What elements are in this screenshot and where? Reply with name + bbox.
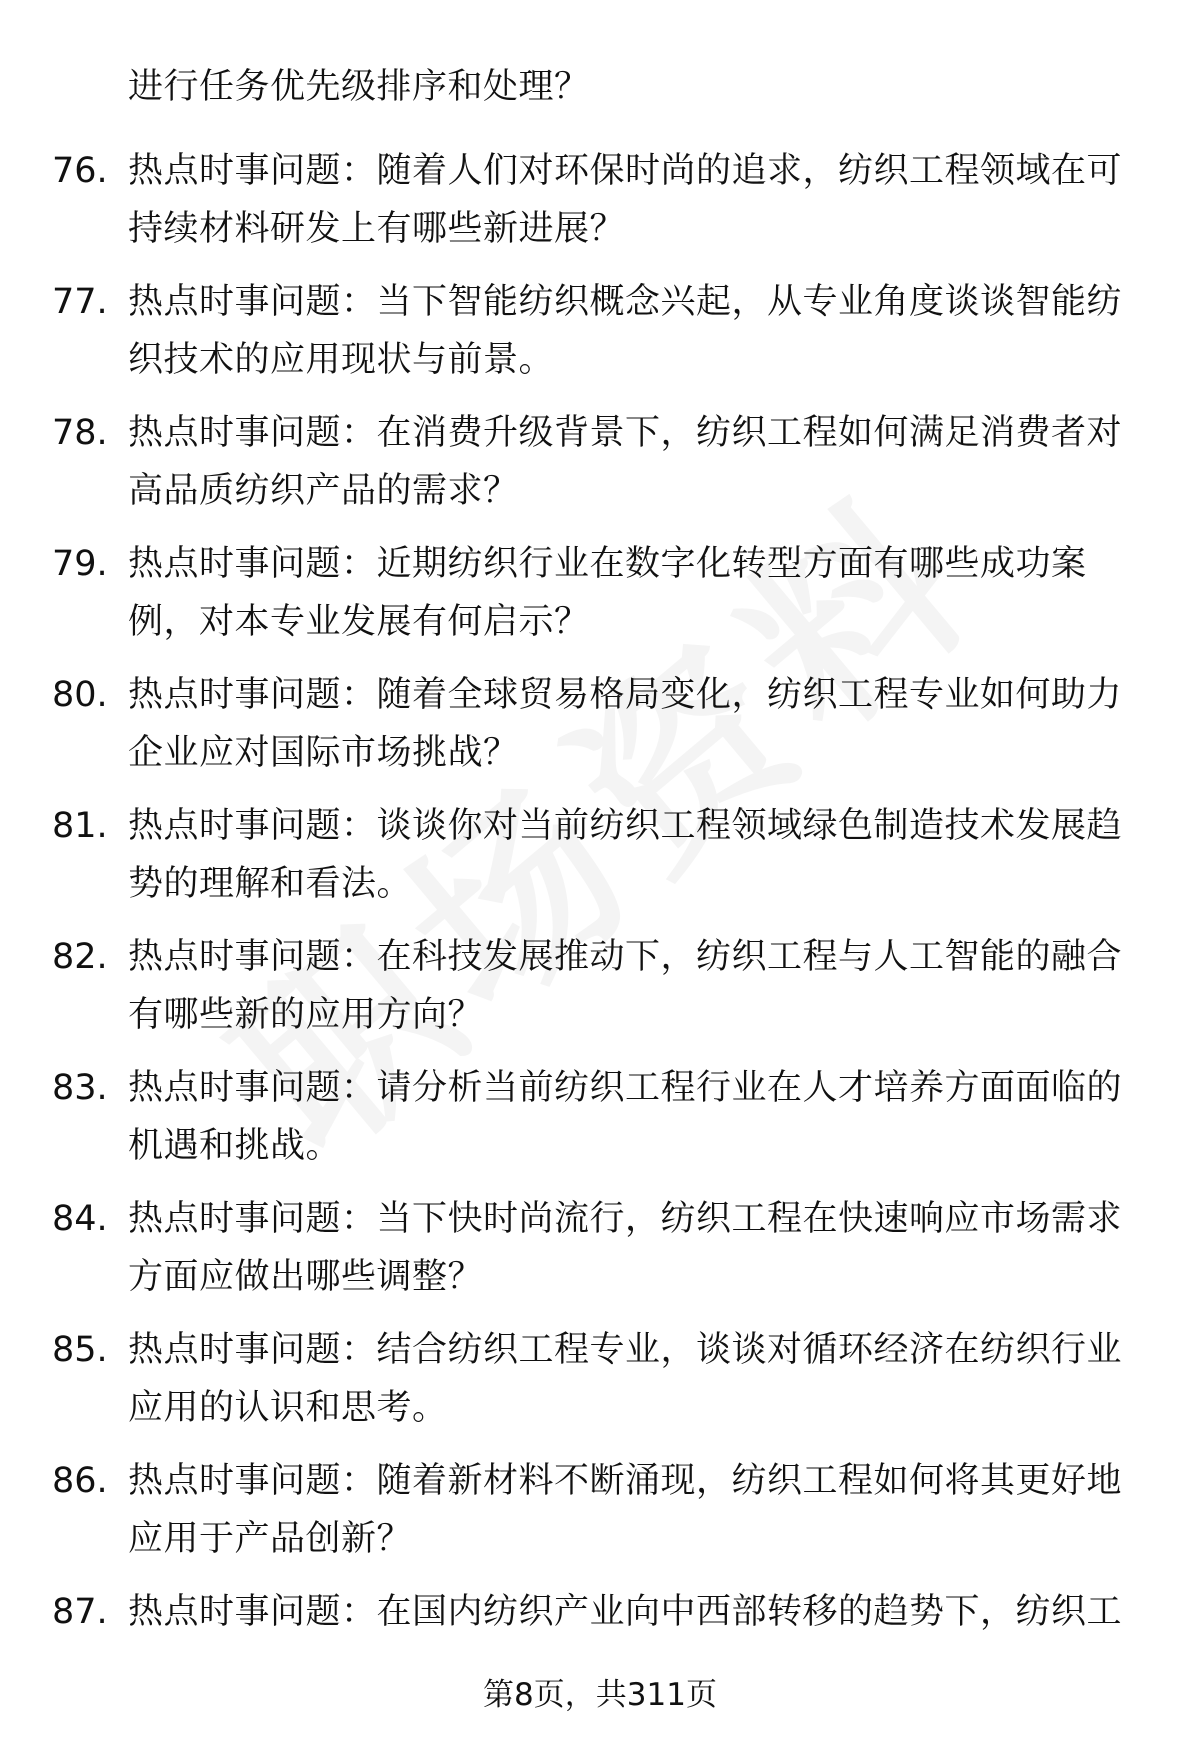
question-text: 热点时事问题：近期纺织行业在数字化转型方面有哪些成功案 例，对本专业发展有何启示？ xyxy=(128,544,1087,642)
question-number: 80. xyxy=(52,675,108,715)
question-text: 热点时事问题：当下智能纺织概念兴起，从专业角度谈谈智能纺 织技术的应用现状与前景。 xyxy=(128,282,1123,380)
list-item xyxy=(0,1452,1200,1583)
list-item xyxy=(0,273,1200,404)
question-number: 87. xyxy=(52,1592,108,1632)
question-number: 79. xyxy=(52,544,108,584)
list-item xyxy=(0,535,1200,666)
question-text: 热点时事问题：随着全球贸易格局变化，纺织工程专业如何助力 企业应对国际市场挑战？ xyxy=(128,675,1123,773)
question-number: 83. xyxy=(52,1068,108,1108)
list-item xyxy=(0,1190,1200,1321)
question-number: 76. xyxy=(52,151,108,191)
list-item xyxy=(0,142,1200,273)
list-item xyxy=(0,797,1200,928)
list-item xyxy=(0,666,1200,797)
question-text: 热点时事问题：在消费升级背景下，纺织工程如何满足消费者对 高品质纺织产品的需求？ xyxy=(128,413,1123,511)
question-text: 热点时事问题：当下快时尚流行，纺织工程在快速响应市场需求 方面应做出哪些调整？ xyxy=(128,1199,1123,1297)
question-text: 热点时事问题：结合纺织工程专业，谈谈对循环经济在纺织行业 应用的认识和思考。 xyxy=(128,1330,1123,1428)
question-number: 85. xyxy=(52,1330,108,1370)
question-number: 82. xyxy=(52,937,108,977)
list-item xyxy=(0,1321,1200,1452)
question-number: 86. xyxy=(52,1461,108,1501)
question-list xyxy=(0,142,1200,1714)
question-text: 热点时事问题：随着新材料不断涌现，纺织工程如何将其更好地 应用于产品创新？ xyxy=(128,1461,1123,1559)
page-footer: 第8页，共311页 xyxy=(483,1677,717,1713)
list-item xyxy=(0,1059,1200,1190)
question-text: 热点时事问题：请分析当前纺织工程行业在人才培养方面面临的 机遇和挑战。 xyxy=(128,1068,1123,1166)
list-item xyxy=(0,928,1200,1059)
question-number: 78. xyxy=(52,413,108,453)
question-text: 热点时事问题：谈谈你对当前纺织工程领域绿色制造技术发展趋 势的理解和看法。 xyxy=(128,806,1123,904)
question-text: 热点时事问题：在国内纺织产业向中西部转移的趋势下，纺织工 xyxy=(128,1592,1123,1632)
question-number: 84. xyxy=(52,1199,108,1239)
question-text: 热点时事问题：随着人们对环保时尚的追求，纺织工程领域在可 持续材料研发上有哪些新进展？ xyxy=(128,151,1123,249)
list-item xyxy=(0,404,1200,535)
question-number: 77. xyxy=(52,282,108,322)
question-text: 热点时事问题：在科技发展推动下，纺织工程与人工智能的融合 有哪些新的应用方向？ xyxy=(128,937,1123,1035)
question-number: 81. xyxy=(52,806,108,846)
continuation-text: 进行任务优先级排序和处理？ xyxy=(128,67,590,107)
